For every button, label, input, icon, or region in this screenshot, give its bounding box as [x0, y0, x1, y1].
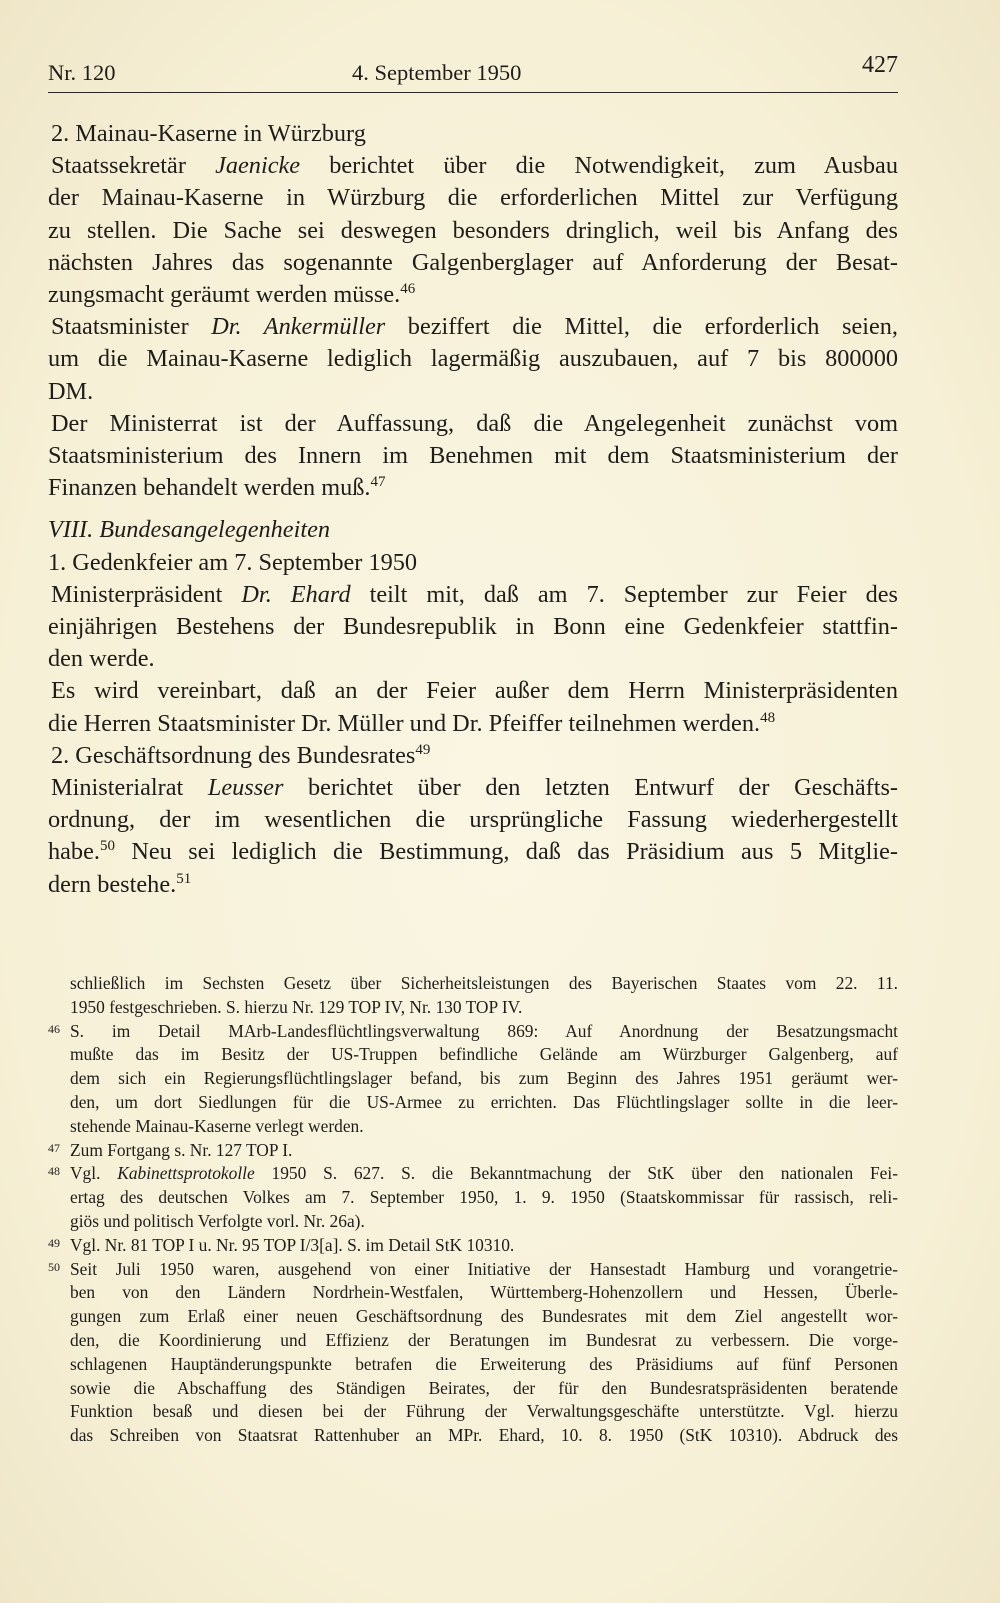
footnote-line: das Schreiben von Staatsrat Rattenhuber an MPr. Ehard, 10. 8. 1950 (StK 10310). Abdruck des [70, 1425, 898, 1446]
text-line: einjährigen Bestehens der Bundesrepublik in Bonn eine Gedenkfeier stattfin- [48, 613, 898, 641]
footnote-line: gungen zum Erlaß einer neuen Geschäftsordnung des Bundesrates mit dem Ziel angestellt wor- [70, 1306, 898, 1327]
text-line: Finanzen behandelt werden muß.$^{47}$ [48, 474, 386, 502]
footnote-ref[interactable]: 47 [370, 474, 386, 491]
text-line: zungsmacht geräumt werden müsse.$^{46}$ [48, 281, 416, 309]
paragraph [48, 150, 898, 311]
text-line: der Mainau-Kaserne in Würzburg die erforderlichen Mittel zur Verfügung [48, 184, 898, 212]
footnote-ref[interactable]: 51 [176, 870, 192, 887]
text-line: den werde. [48, 645, 155, 673]
footnote-48 [48, 1162, 898, 1233]
footnote-line: ertag des deutschen Volkes am 7. September 1950, 1. 9. 1950 (Staatskommissar für rassisch, reli- [70, 1187, 898, 1208]
footnote-line: S. im Detail MArb-Landesflüchtlingsverwaltung 869: Auf Anordnung der Besatzungsmacht [70, 1020, 898, 1041]
footnote-number: 46 [48, 1021, 60, 1036]
text-line: Es wird vereinbart, daß an der Feier außer dem Herrn Ministerpräsidenten [51, 677, 898, 705]
footnote-line: schließlich im Sechsten Gesetz über Sicherheitsleistungen des Bayerischen Staates vom 22. 11. [70, 973, 898, 993]
footnote-number: 50 [48, 1259, 60, 1274]
page-number: 427 [862, 52, 898, 78]
text-line: dern bestehe.$^{51}$ [48, 870, 192, 898]
footnote-ref[interactable]: 50 [99, 838, 115, 855]
footnote-ref[interactable]: 46 [400, 281, 416, 298]
footnotes [48, 972, 898, 1448]
footnote-line: stehende Mainau-Kaserne verlegt werden. [70, 1115, 364, 1136]
footnote-line: giös und politisch Verfolgte vorl. Nr. 26a). [70, 1210, 365, 1231]
footnote-line: Vgl. Nr. 81 TOP I u. Nr. 95 TOP I/3[a]. S. im Detail StK 10310. [70, 1234, 515, 1255]
text-line: um die Mainau-Kaserne lediglich lagermäßig auszubauen, auf 7 bis 800000 [48, 345, 898, 373]
paragraph [48, 311, 898, 408]
footnote-46 [48, 1020, 898, 1139]
text-line: Staatsminister Dr. Ankermüller beziffert die Mittel, die erforderlich seien, [51, 313, 898, 341]
text-line: ordnung, der im wesentlichen die ursprüngliche Fassung wiederhergestellt [48, 806, 898, 834]
main-text [48, 118, 898, 901]
footnote-line: mußte das im Besitz der US-Truppen befindliche Gelände am Würzburger Galgenberg, auf [70, 1044, 898, 1065]
paragraph [48, 675, 898, 739]
footnote-line: sowie die Abschaffung des Ständigen Beirates, der für den Bundesratspräsidenten beratende [70, 1377, 898, 1398]
text-line: habe.$^{50}$ Neu sei lediglich die Bestimmung, daß das Präsidium aus 5 Mitglie- [48, 838, 898, 866]
footnote-line: Zum Fortgang s. Nr. 127 TOP I. [70, 1139, 293, 1160]
document-number: Nr. 120 [48, 60, 116, 85]
footnote-number: 48 [48, 1164, 60, 1179]
footnote-line: Seit Juli 1950 waren, ausgehend von einer Initiative der Hansestadt Hamburg und vorangetrie- [70, 1258, 898, 1279]
person-name: Dr. Ankermüller [211, 313, 386, 341]
text-line: Ministerialrat Leusser berichtet über den letzten Entwurf der Geschäfts- [51, 774, 898, 802]
footnote-ref[interactable]: 48 [760, 709, 776, 726]
text-line: Staatsministerium des Innern im Benehmen mit dem Staatsministerium der [48, 442, 898, 470]
footnote-47 [48, 1139, 898, 1163]
text-line: zu stellen. Die Sache sei deswegen besonders dringlich, weil bis Anfang des [48, 216, 898, 244]
footnote-line: dem sich ein Regierungsflüchtlingslager befand, bis zum Beginn des Jahres 1951 geräumt wer- [70, 1068, 898, 1089]
text-line: Ministerpräsident Dr. Ehard teilt mit, daß am 7. September zur Feier des [51, 580, 898, 608]
text-line: Der Ministerrat ist der Auffassung, daß die Angelegenheit zunächst vom [51, 409, 898, 437]
text-line: nächsten Jahres das sogenannte Galgenberglager auf Anforderung der Besat- [48, 248, 898, 276]
item-heading: 2. Mainau-Kaserne in Würzburg [51, 120, 366, 147]
footnote-number: 49 [48, 1235, 60, 1250]
footnote-line: schlagenen Hauptänderungspunkte betrafen die Erweiterung des Präsidiums auf fünf Personen [70, 1353, 898, 1374]
person-name: Dr. Ehard [241, 580, 351, 608]
footnote-number: 47 [48, 1140, 60, 1155]
footnote-line: ben von den Ländern Nordrhein-Westfalen, Württemberg-Hohenzollern und Hessen, Überle- [70, 1282, 898, 1303]
text-line: DM. [48, 377, 94, 405]
paragraph [48, 579, 898, 676]
person-name: Leusser [207, 774, 284, 802]
item-heading: 1. Gedenkfeier am 7. September 1950 [48, 548, 418, 576]
footnote-line: den, um dort Siedlungen für die US-Armee zu errichten. Das Flüchtlingslager sollte in die leer- [70, 1091, 898, 1112]
paragraph [48, 408, 898, 505]
running-head [48, 52, 898, 93]
footnote-line: Funktion besaß und diesen bei der Führung der Verwaltungsgeschäfte unterstützte. Vgl. hierzu [70, 1401, 898, 1422]
footnote-49 [48, 1234, 898, 1258]
text-line: die Herren Staatsminister Dr. Müller und Dr. Pfeiffer teilnehmen werden.$^{48}$ [48, 709, 776, 737]
footnote-continuation [48, 972, 898, 1020]
footnote-ref[interactable]: 49 [415, 741, 431, 758]
text-line: Staatssekretär Jaenicke berichtet über die Notwendigkeit, zum Ausbau [51, 152, 898, 180]
footnote-line: den, die Koordinierung und Effizienz der Beratungen im Bundesrat zu verbessern. Die vorge- [70, 1329, 898, 1350]
person-name: Jaenicke [215, 152, 301, 180]
footnote-line: 1950 festgeschrieben. S. hierzu Nr. 129 TOP IV, Nr. 130 TOP IV. [70, 996, 523, 1017]
footnote-50 [48, 1258, 898, 1448]
footnote-line: Vgl. Kabinettsprotokolle 1950 S. 627. S. die Bekanntmachung der StK über den nationalen Fei- [70, 1163, 898, 1184]
section-heading: VIII. Bundesangelegenheiten [48, 516, 331, 544]
publication-title: Kabinettsprotokolle [117, 1163, 255, 1184]
session-date: 4. September 1950 [352, 60, 522, 85]
item-heading: 2. Geschäftsordnung des Bundesrates$^{49}$ [51, 741, 431, 769]
paragraph [48, 772, 898, 901]
